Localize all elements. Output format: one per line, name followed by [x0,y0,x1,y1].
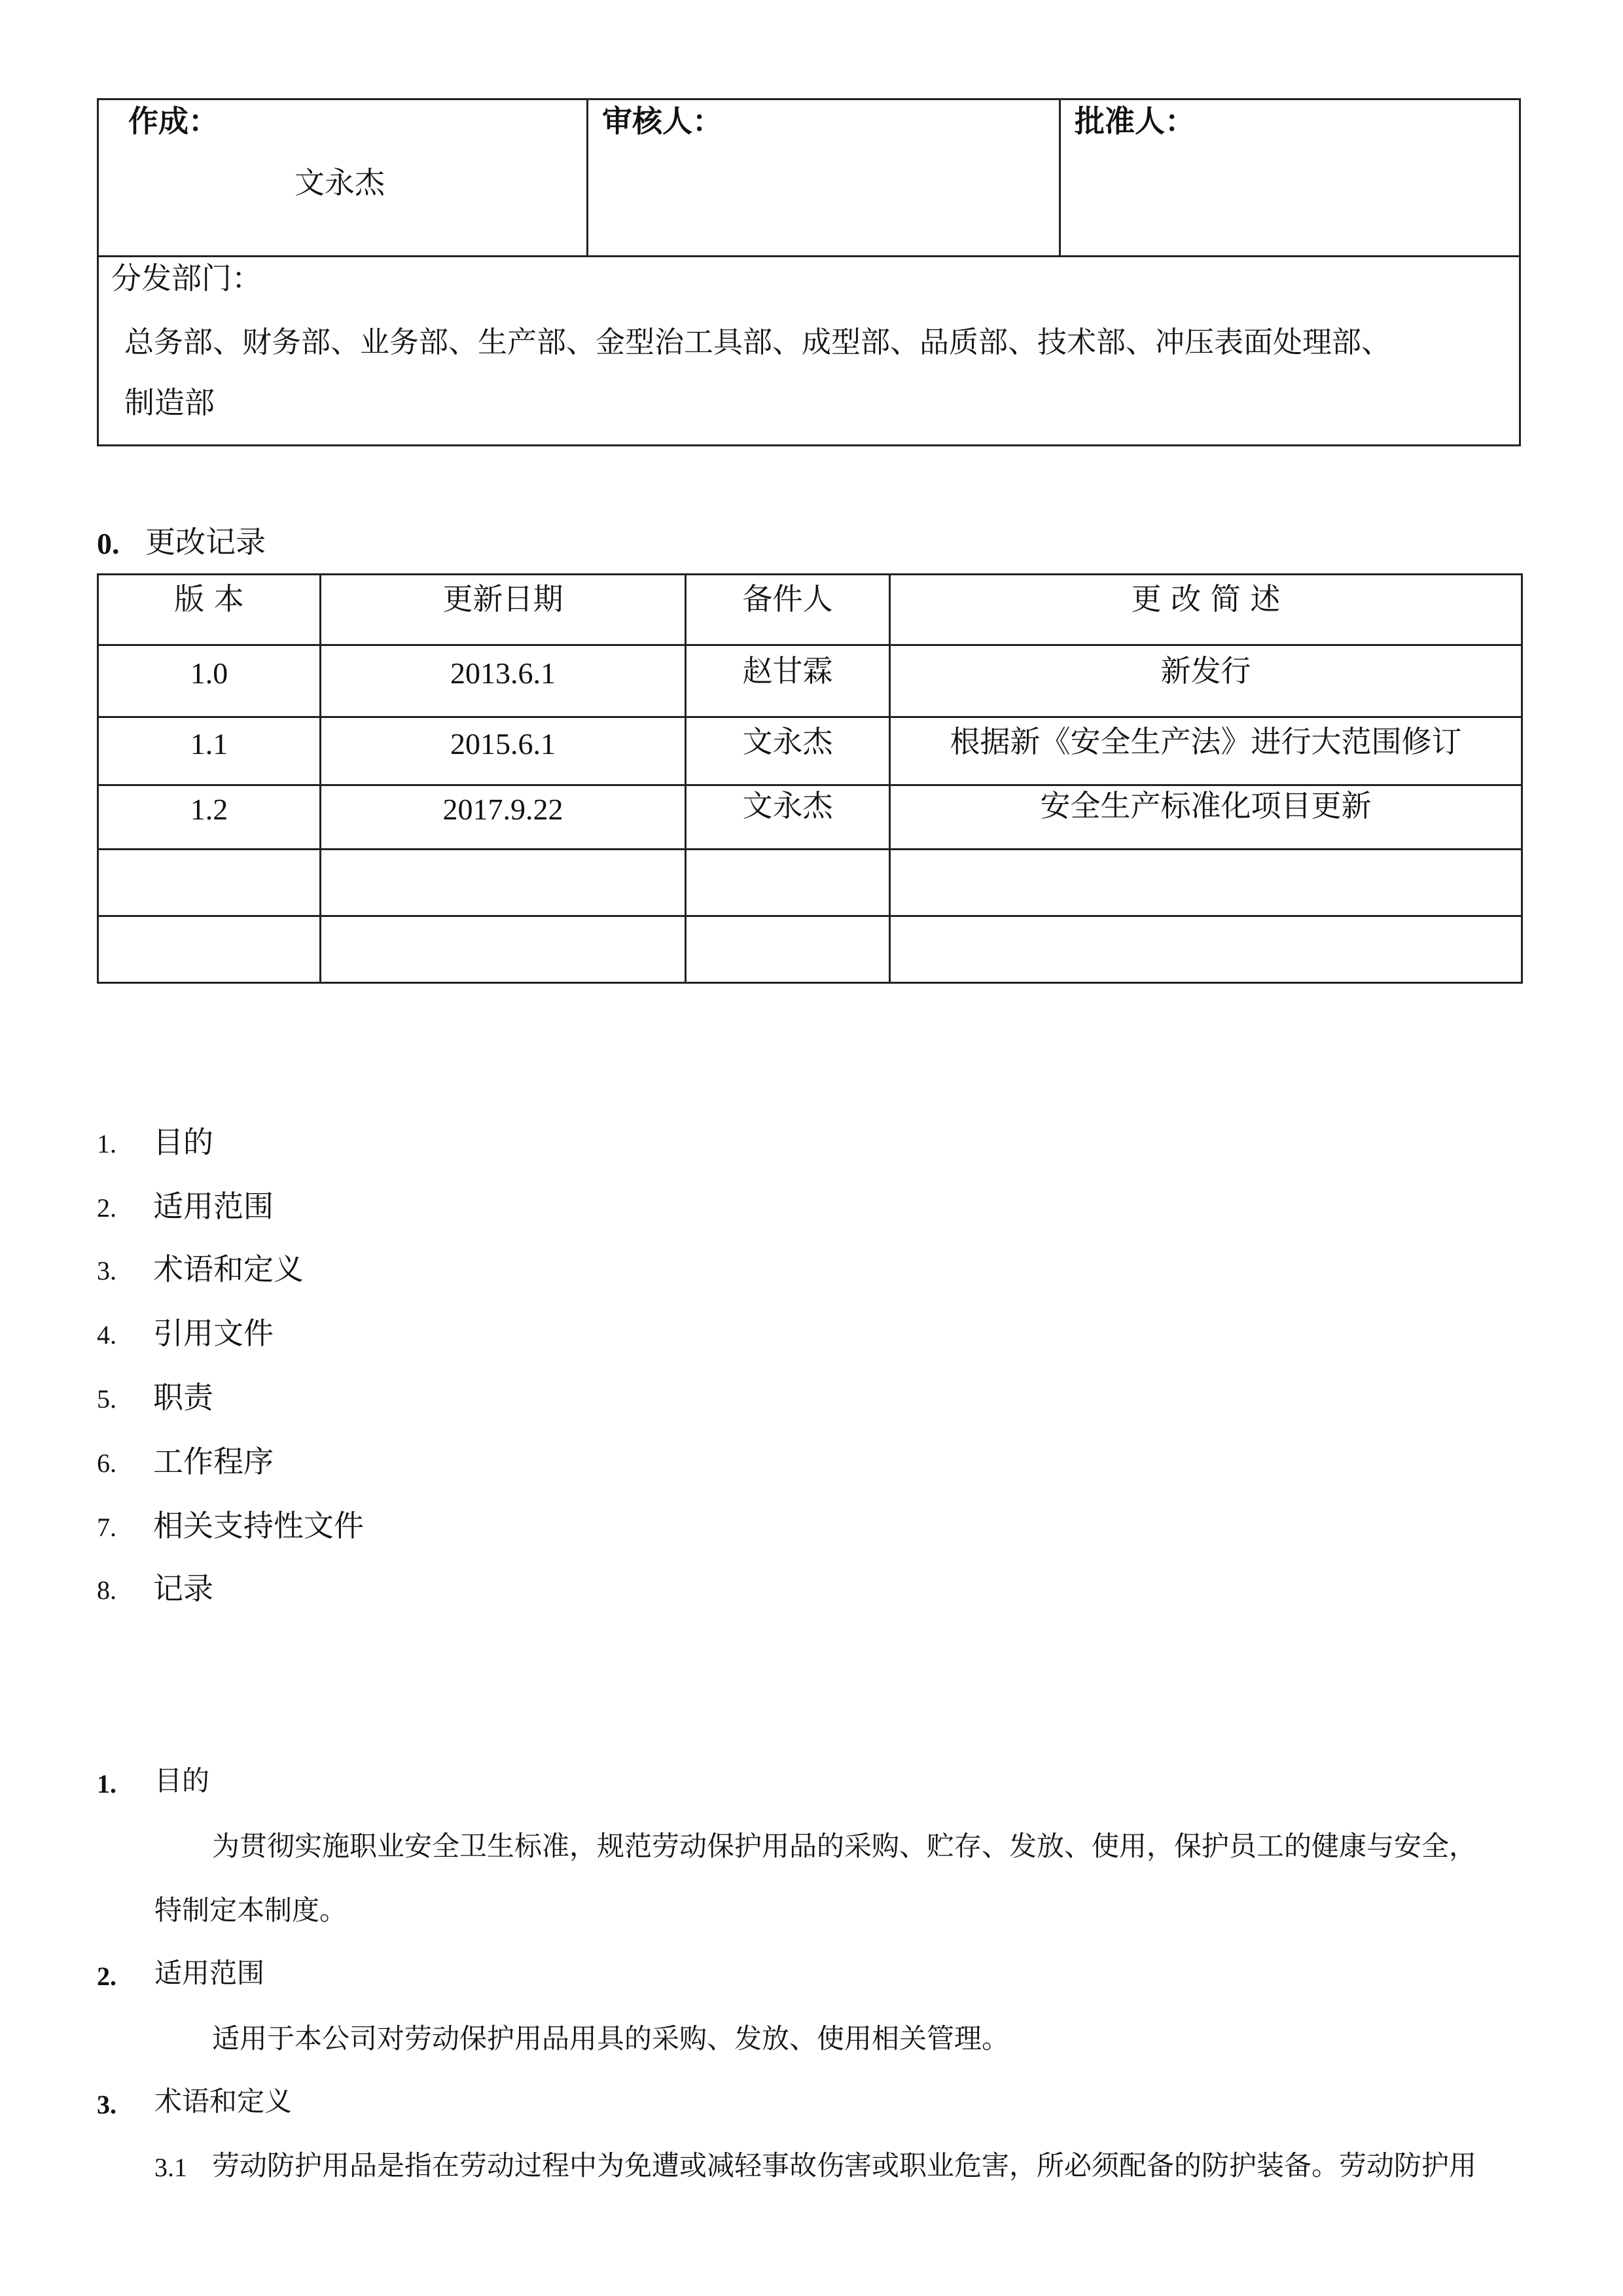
toc-num-6: 6. [97,1448,116,1478]
section-1-number: 1. [97,1769,116,1799]
header-person: 备件人 [742,581,833,617]
author-name: 文永杰 [294,165,385,200]
toc-num-4: 4. [97,1320,116,1350]
toc-num-2: 2. [97,1193,116,1223]
section-3-title: 术语和定义 [154,2085,293,2117]
section-2-number: 2. [97,1962,116,1991]
toc-item-2: 适用范围 [153,1189,274,1224]
row-1-version: 1.0 [190,656,228,690]
toc-item-5: 职责 [153,1380,213,1415]
row-3-version: 1.2 [190,793,228,826]
row-1-summary: 新发行 [1160,653,1251,689]
row-1-date: 2013.6.1 [450,656,556,690]
row-2-version: 1.1 [190,727,228,761]
header-version: 版 本 [174,581,244,617]
toc-item-8: 记录 [153,1571,213,1606]
row-3-summary: 安全生产标准化项目更新 [1040,788,1372,823]
row-3-person: 文永杰 [742,788,833,823]
toc-item-7: 相关支持性文件 [153,1508,364,1543]
row-3-date: 2017.9.22 [442,793,563,826]
header-summary: 更 改 简 述 [1131,581,1281,617]
toc-num-1: 1. [97,1129,116,1158]
reviewer-label: 审核人： [602,103,722,139]
section-3-item-text: 劳动防护用品是指在劳动过程中为免遭或减轻事故伤害或职业危害，所必须配备的防护装备。劳动防护用 [212,2149,1477,2181]
section-2-title: 适用范围 [154,1957,265,1989]
section-3-number: 3. [97,2090,116,2119]
header-update-date: 更新日期 [442,581,563,617]
section-3-item-number: 3.1 [154,2153,187,2182]
toc-item-6: 工作程序 [153,1444,274,1479]
distribution-line-2: 制造部 [124,385,215,420]
section-1-para-line-1: 为贯彻实施职业安全卫生标准，规范劳动保护用品的采购、贮存、发放、使用，保护员工的健康与安全， [212,1830,1477,1862]
row-2-date: 2015.6.1 [450,727,556,761]
section-1-title: 目的 [154,1765,210,1797]
distribution-line-1: 总务部、财务部、业务部、生产部、金型治工具部、成型部、品质部、技术部、冲压表面处理部、 [124,325,1391,359]
change-log-number: 0. [97,527,120,560]
section-2-para-line-1: 适用于本公司对劳动保护用品用具的采购、发放、使用相关管理。 [212,2022,1010,2054]
toc-num-8: 8. [97,1575,116,1605]
row-2-person: 文永杰 [742,724,833,759]
section-1-para-line-2: 特制定本制度。 [154,1894,348,1926]
approver-label: 批准人： [1075,103,1195,139]
toc-item-3: 术语和定义 [153,1251,304,1287]
row-2-summary: 根据新《安全生产法》进行大范围修订 [950,724,1462,759]
toc-num-7: 7. [97,1513,116,1542]
row-1-person: 赵甘霖 [742,653,833,689]
toc-item-4: 引用文件 [153,1316,274,1351]
toc-item-1: 目的 [153,1124,213,1160]
toc-num-3: 3. [97,1256,116,1285]
distribution-label: 分发部门： [111,260,262,296]
author-label: 作成： [128,103,219,139]
change-log-title: 更改记录 [145,524,266,560]
toc-num-5: 5. [97,1384,116,1414]
